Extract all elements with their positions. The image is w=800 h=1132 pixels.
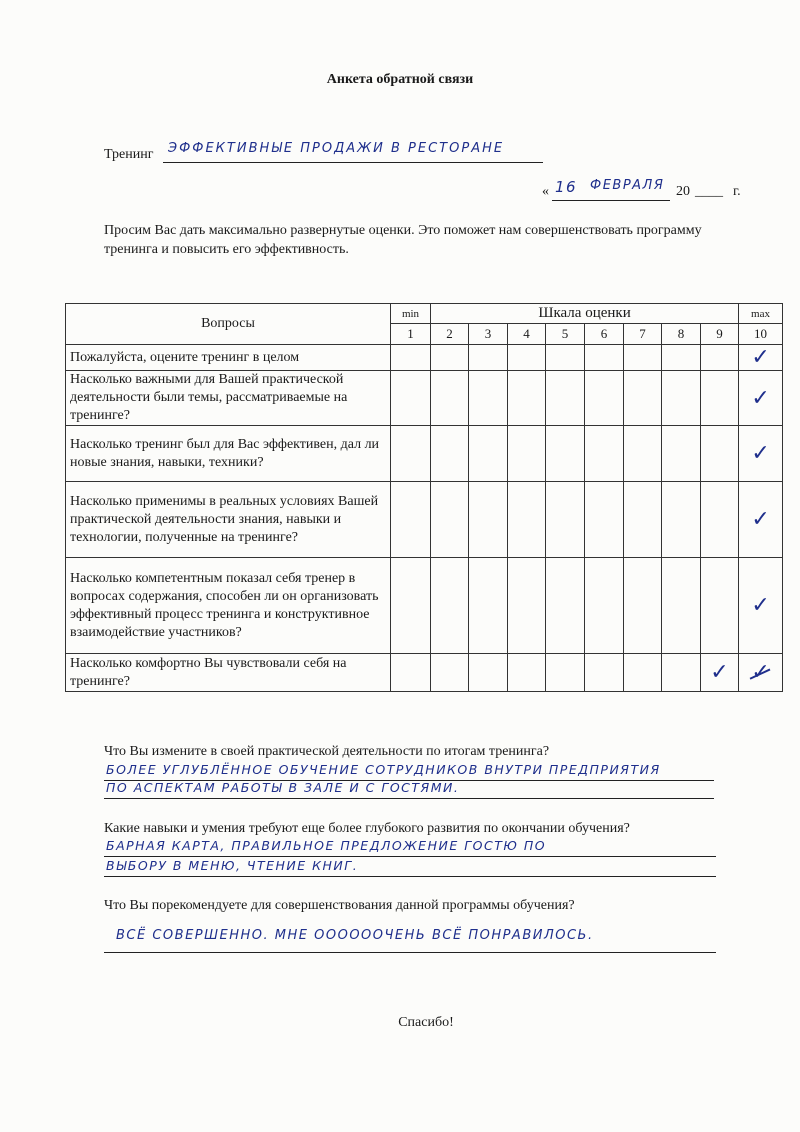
rating-cell-8[interactable] <box>662 345 701 371</box>
rating-cell-1[interactable] <box>391 345 431 371</box>
rating-cell-6[interactable] <box>585 371 624 426</box>
rating-table <box>65 303 783 692</box>
rating-row <box>66 654 783 692</box>
scale-number: 9 <box>701 324 739 345</box>
training-label: Тренинг <box>104 147 154 162</box>
scale-number: 4 <box>508 324 546 345</box>
question-text: Насколько компетентным показал себя тренер в вопросах содержания, способен ли он организовать эффективный процесс тренинга и конструктивное взаимодействие участников? <box>66 558 391 654</box>
rating-cell-9[interactable] <box>701 426 739 482</box>
rating-row <box>66 371 783 426</box>
rating-cell-5[interactable] <box>546 426 585 482</box>
rating-cell-7[interactable] <box>624 345 662 371</box>
check-mark-icon: ✓ <box>751 385 770 411</box>
rating-cell-8[interactable] <box>662 426 701 482</box>
rating-cell-7[interactable] <box>624 482 662 558</box>
scale-number: 5 <box>546 324 585 345</box>
rating-cell-2[interactable] <box>431 371 469 426</box>
rating-cell-3[interactable] <box>469 426 508 482</box>
rating-cell-6[interactable] <box>585 482 624 558</box>
rating-cell-10[interactable] <box>739 558 783 654</box>
answer-1-text-2[interactable]: ПО АСПЕКТАМ РАБОТЫ В ЗАЛЕ И С ГОСТЯМИ. <box>106 780 460 795</box>
date-year-blank[interactable]: ____ <box>695 184 723 199</box>
rating-cell-7[interactable] <box>624 426 662 482</box>
question-text: Насколько важными для Вашей практической деятельности были темы, рассматриваемые на тренинге? <box>66 371 391 426</box>
rating-cell-3[interactable] <box>469 482 508 558</box>
open-question-1: Что Вы измените в своей практической деятельности по итогам тренинга? <box>104 744 550 759</box>
intro-text: Просим Вас дать максимально развернутые оценки. Это поможет нам совершенствовать программу тренинга и повысить его эффективность. <box>104 223 702 257</box>
rating-cell-1[interactable] <box>391 654 431 692</box>
rating-cell-10[interactable] <box>739 654 783 692</box>
rating-cell-3[interactable] <box>469 371 508 426</box>
scale-header: Шкала оценки <box>431 304 739 324</box>
rating-cell-6[interactable] <box>585 654 624 692</box>
rating-cell-4[interactable] <box>508 371 546 426</box>
rating-row <box>66 345 783 371</box>
question-text: Насколько применимы в реальных условиях Вашей практической деятельности знания, навыки и технологии, полученные на тренинге? <box>66 482 391 558</box>
rating-cell-1[interactable] <box>391 371 431 426</box>
rating-cell-3[interactable] <box>469 654 508 692</box>
check-mark-icon: ✓ <box>751 507 770 532</box>
rating-cell-7[interactable] <box>624 371 662 426</box>
open-question-3: Что Вы порекомендуете для совершенствования данной программы обучения? <box>104 898 575 913</box>
rating-cell-8[interactable] <box>662 482 701 558</box>
rating-cell-9[interactable] <box>701 482 739 558</box>
rating-cell-5[interactable] <box>546 345 585 371</box>
rating-cell-1[interactable] <box>391 426 431 482</box>
rating-cell-2[interactable] <box>431 426 469 482</box>
rating-cell-10[interactable] <box>739 482 783 558</box>
rating-cell-10[interactable] <box>739 371 783 426</box>
rating-cell-4[interactable] <box>508 654 546 692</box>
rating-cell-8[interactable] <box>662 654 701 692</box>
rating-cell-7[interactable] <box>624 654 662 692</box>
rating-cell-1[interactable] <box>391 482 431 558</box>
rating-cell-4[interactable] <box>508 558 546 654</box>
form-title: Анкета обратной связи <box>326 72 474 87</box>
scale-number: 10 <box>739 324 783 345</box>
rating-cell-10[interactable] <box>739 345 783 371</box>
rating-cell-3[interactable] <box>469 558 508 654</box>
scale-number: 8 <box>662 324 701 345</box>
open-question-2: Какие навыки и умения требуют еще более глубокого развития по окончании обучения? <box>104 821 630 836</box>
max-label: max <box>739 304 783 324</box>
check-mark-icon: ✓ <box>710 660 729 685</box>
rating-cell-4[interactable] <box>508 482 546 558</box>
answer-2-line-2 <box>104 876 716 877</box>
rating-cell-2[interactable] <box>431 345 469 371</box>
date-suffix: г. <box>733 184 741 199</box>
question-text: Насколько комфортно Вы чувствовали себя на тренинге? <box>66 654 391 692</box>
check-mark-icon: ✓ <box>751 345 770 370</box>
rating-cell-9[interactable] <box>701 345 739 371</box>
scale-number: 1 <box>391 324 431 345</box>
rating-row <box>66 482 783 558</box>
question-text: Насколько тренинг был для Вас эффективен, дал ли новые знания, навыки, техники? <box>66 426 391 482</box>
scale-number: 6 <box>585 324 624 345</box>
scale-number: 2 <box>431 324 469 345</box>
rating-cell-2[interactable] <box>431 482 469 558</box>
training-value[interactable]: ЭФФЕКТИВНЫЕ ПРОДАЖИ В РЕСТОРАНЕ <box>168 141 505 156</box>
rating-cell-1[interactable] <box>391 558 431 654</box>
check-mark-icon: ✓ <box>751 660 770 685</box>
rating-row <box>66 426 783 482</box>
rating-cell-5[interactable] <box>546 371 585 426</box>
rating-cell-2[interactable] <box>431 654 469 692</box>
rating-cell-5[interactable] <box>546 482 585 558</box>
date-month[interactable]: ФЕВРАЛЯ <box>590 178 665 193</box>
scale-number: 7 <box>624 324 662 345</box>
rating-cell-4[interactable] <box>508 426 546 482</box>
rating-cell-2[interactable] <box>431 558 469 654</box>
rating-cell-8[interactable] <box>662 371 701 426</box>
answer-3-line-1 <box>104 952 716 953</box>
answer-2-text-1[interactable]: БАРНАЯ КАРТА, ПРАВИЛЬНОЕ ПРЕДЛОЖЕНИЕ ГОСТЮ ПО <box>106 838 547 853</box>
answer-3-text-1[interactable]: ВСЁ СОВЕРШЕННО. МНЕ ООООООЧЕНЬ ВСЁ ПОНРАВИЛОСЬ. <box>116 928 594 943</box>
questions-header: Вопросы <box>66 304 391 345</box>
rating-cell-6[interactable] <box>585 426 624 482</box>
rating-cell-5[interactable] <box>546 558 585 654</box>
check-mark-icon: ✓ <box>751 441 770 466</box>
rating-row <box>66 558 783 654</box>
date-open-quote: « <box>542 184 549 199</box>
date-day[interactable]: 16 <box>555 178 578 196</box>
answer-1-line-2 <box>104 798 714 799</box>
rating-cell-6[interactable] <box>585 558 624 654</box>
rating-cell-7[interactable] <box>624 558 662 654</box>
rating-cell-8[interactable] <box>662 558 701 654</box>
min-label: min <box>391 304 431 324</box>
rating-cell-9[interactable] <box>701 654 739 692</box>
training-underline <box>163 162 543 163</box>
date-year-prefix: 20 <box>676 184 690 199</box>
rating-cell-5[interactable] <box>546 654 585 692</box>
rating-cell-3[interactable] <box>469 345 508 371</box>
check-mark-icon: ✓ <box>751 593 770 618</box>
question-text: Пожалуйста, оцените тренинг в целом <box>66 345 391 371</box>
scale-number: 3 <box>469 324 508 345</box>
rating-rows <box>66 345 783 692</box>
date-underline <box>552 200 670 201</box>
answer-1-text-1[interactable]: БОЛЕЕ УГЛУБЛЁННОЕ ОБУЧЕНИЕ СОТРУДНИКОВ ВНУТРИ ПРЕДПРИЯТИЯ <box>106 762 661 777</box>
rating-cell-9[interactable] <box>701 371 739 426</box>
rating-cell-10[interactable] <box>739 426 783 482</box>
rating-cell-9[interactable] <box>701 558 739 654</box>
rating-cell-6[interactable] <box>585 345 624 371</box>
answer-2-text-2[interactable]: ВЫБОРУ В МЕНЮ, ЧТЕНИЕ КНИГ. <box>106 858 359 873</box>
rating-cell-4[interactable] <box>508 345 546 371</box>
thanks-text: Спасибо! <box>398 1015 454 1030</box>
answer-2-line-1 <box>104 856 716 857</box>
